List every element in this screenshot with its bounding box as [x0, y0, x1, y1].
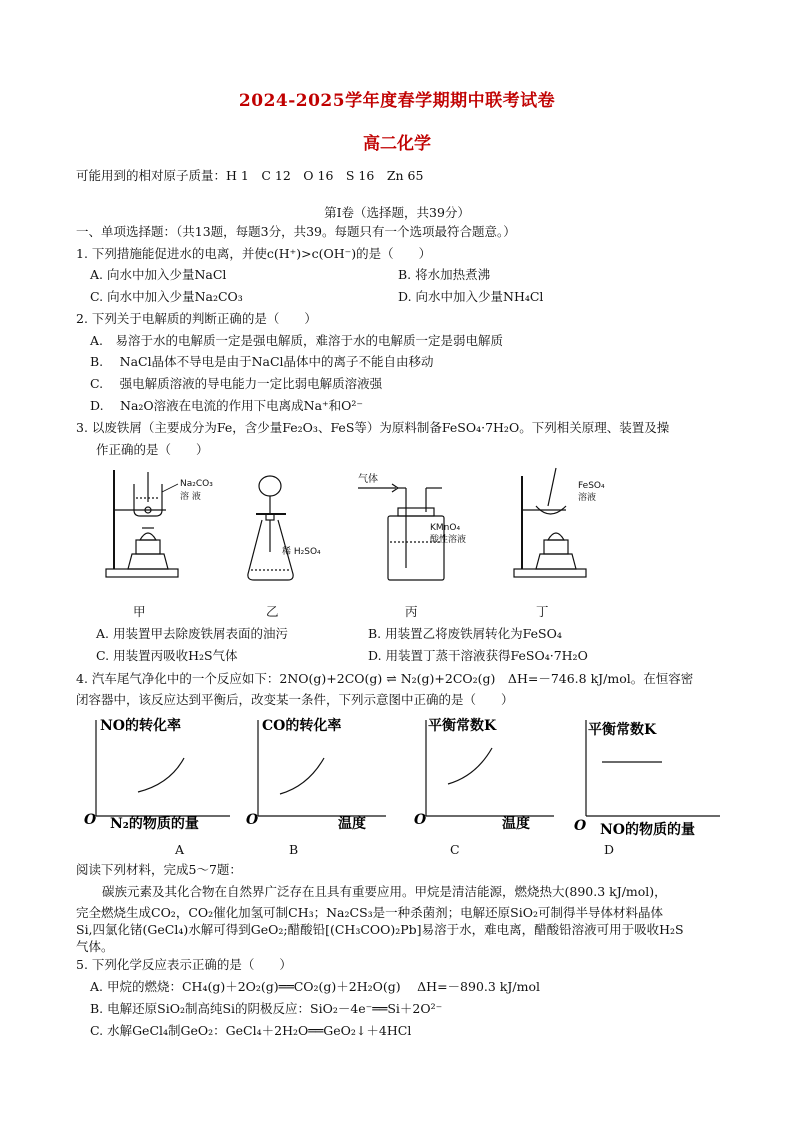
- bing-reagent-formula: KMnO₄: [430, 523, 461, 533]
- q1-option-a[interactable]: A. 向水中加入少量NaCl: [90, 267, 227, 282]
- q3-stem-line2: 作正确的是（ ）: [96, 442, 209, 457]
- subject-title: 高二化学: [363, 134, 431, 154]
- q3-stem-line1: 3. 以废铁屑（主要成分为Fe，含少量Fe₂O₃、FeS等）为原料制备FeSO₄·7H₂O。下列相关原理、装置及操: [76, 420, 670, 435]
- jia-reagent-label: 溶 液: [180, 492, 201, 502]
- q4-stem-line2: 闭容器中，该反应达到平衡后，改变某一条件，下列示意图中正确的是（ ）: [76, 692, 514, 707]
- bing-gas-label: 气体: [358, 474, 378, 485]
- apparatus-label-bing: 丙: [405, 604, 418, 619]
- ding-reagent-label: 溶液: [578, 493, 597, 503]
- graph-c-curve: [448, 748, 492, 784]
- graph-d-origin: O: [574, 818, 587, 834]
- graph-a: [84, 712, 234, 842]
- graph-b-origin: O: [246, 812, 259, 828]
- q5-option-a[interactable]: A. 甲烷的燃烧：CH₄(g)＋2O₂(g)══CO₂(g)＋2H₂O(g) ΔH=－890.3 kJ/mol: [90, 979, 540, 994]
- section-header: 第Ⅰ卷（选择题，共39分）: [324, 205, 470, 220]
- bing-reagent-label: 酸性溶液: [430, 535, 467, 545]
- apparatus-label-ding: 丁: [536, 604, 549, 619]
- reading-line-3: Si,四氯化锗(GeCl₄)水解可得到GeO₂;醋酸铅[(CH₃COO)₂Pb]易溶于水，难电离，醋酸铅溶液可用于吸收H₂S: [76, 922, 684, 937]
- q5-option-b[interactable]: B. 电解还原SiO₂制高纯Si的阴极反应：SiO₂－4e⁻══Si＋2O²⁻: [90, 1001, 443, 1016]
- q4-stem-line1: 4. 汽车尾气净化中的一个反应如下：2NO(g)+2CO(g) ⇌ N₂(g)+2CO₂(g) ΔH=－746.8 kJ/mol。在恒容密: [76, 671, 694, 686]
- q2-stem: 2. 下列关于电解质的判断正确的是（ ）: [76, 311, 317, 326]
- graph-d-ylabel: 平衡常数K: [588, 722, 657, 738]
- apparatus-ding: [514, 468, 605, 577]
- ding-reagent-formula: FeSO₄: [578, 481, 605, 491]
- graph-c-tag: C: [450, 842, 460, 857]
- apparatus-yi: [248, 476, 321, 580]
- apparatus-figure: [96, 462, 605, 592]
- graph-b-ylabel: CO的转化率: [262, 718, 342, 734]
- graph-b: [246, 712, 396, 842]
- atomic-masses: 可能用到的相对原子质量：H 1 C 12 O 16 S 16 Zn 65: [76, 168, 424, 183]
- section-instructions: 一、单项选择题：（共13题，每题3分，共39。每题只有一个选项最符合题意。）: [76, 224, 516, 239]
- q1-option-b[interactable]: B. 将水加热煮沸: [398, 267, 491, 282]
- graph-a-ylabel: NO的转化率: [100, 718, 181, 734]
- graph-c-ylabel: 平衡常数K: [428, 718, 497, 734]
- graph-c: [414, 712, 564, 842]
- apparatus-label-jia: 甲: [133, 604, 146, 619]
- graph-c-origin: O: [414, 812, 427, 828]
- q2-option-b[interactable]: B. NaCl晶体不导电是由于NaCl晶体中的离子不能自由移动: [90, 354, 434, 369]
- q2-option-a[interactable]: A. 易溶于水的电解质一定是强电解质，难溶于水的电解质一定是弱电解质: [90, 333, 504, 348]
- q1-option-d[interactable]: D. 向水中加入少量NH₄Cl: [398, 289, 544, 304]
- apparatus-bing: [358, 472, 466, 580]
- graph-d-tag: D: [604, 842, 615, 857]
- q2-option-c[interactable]: C. 强电解质溶液的导电能力一定比弱电解质溶液强: [90, 376, 383, 391]
- graph-b-curve: [280, 758, 324, 794]
- q3-option-b[interactable]: B. 用装置乙将废铁屑转化为FeSO₄: [368, 626, 562, 641]
- jia-reagent-formula: Na₂CO₃: [180, 479, 213, 489]
- q3-option-c[interactable]: C. 用装置丙吸收H₂S气体: [96, 648, 238, 663]
- graph-b-xlabel: 温度: [338, 816, 366, 832]
- graph-a-tag: A: [175, 842, 185, 857]
- graph-d-xlabel: NO的物质的量: [600, 822, 695, 838]
- graph-d: [574, 712, 724, 842]
- q5-option-c[interactable]: C. 水解GeCl₄制GeO₂：GeCl₄＋2H₂O══GeO₂↓＋4HCl: [90, 1023, 412, 1038]
- reading-line-2: 完全燃烧生成CO₂，CO₂催化加氢可制CH₃；Na₂CS₃是一种杀菌剂；电解还原SiO₂可制得半导体材料晶体: [76, 905, 663, 920]
- graph-c-xlabel: 温度: [502, 816, 530, 832]
- reading-line-4: 气体。: [76, 939, 114, 954]
- q5-stem: 5. 下列化学反应表示正确的是（ ）: [76, 957, 292, 972]
- reading-line-1: 碳族元素及其化合物在自然界广泛存在且具有重要应用。甲烷是清洁能源，燃烧热大(890.3 kJ/mol)，: [102, 884, 667, 899]
- q1-option-c[interactable]: C. 向水中加入少量Na₂CO₃: [90, 289, 243, 304]
- q3-option-d[interactable]: D. 用装置丁蒸干溶液获得FeSO₄·7H₂O: [368, 648, 588, 663]
- graph-a-curve: [138, 758, 184, 792]
- q2-option-d[interactable]: D. Na₂O溶液在电流的作用下电离成Na⁺和O²⁻: [90, 398, 364, 413]
- graph-a-xlabel: N₂的物质的量: [110, 816, 199, 832]
- yi-reagent: 稀 H₂SO₄: [282, 547, 321, 557]
- q3-option-a[interactable]: A. 用装置甲去除废铁屑表面的油污: [96, 626, 288, 641]
- apparatus-jia: [106, 470, 213, 577]
- graph-a-origin: O: [84, 812, 97, 828]
- exam-title: 2024-2025学年度春学期期中联考试卷: [238, 91, 556, 111]
- graph-b-tag: B: [289, 842, 299, 857]
- reading-intro: 阅读下列材料，完成5～7题：: [76, 862, 242, 877]
- q1-stem: 1. 下列措施能促进水的电离，并使c(H⁺)>c(OH⁻)的是（ ）: [76, 246, 432, 261]
- apparatus-label-yi: 乙: [266, 604, 279, 619]
